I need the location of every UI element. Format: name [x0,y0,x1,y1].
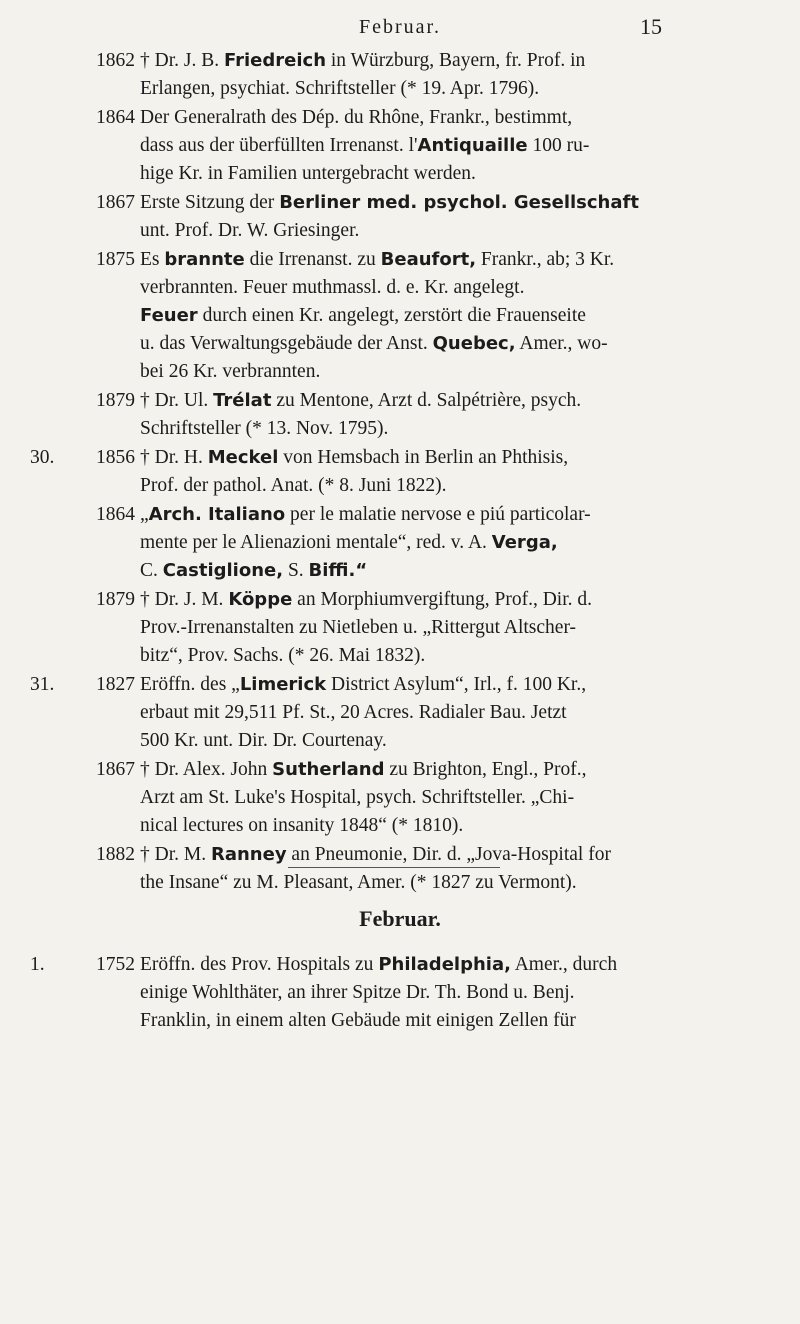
entry-text: „ [140,504,149,525]
entry-text: verbrannten. Feuer muthmassl. d. e. Kr. angelegt. [140,277,525,298]
entry-text: C. [140,560,163,581]
emphasized-name: Köppe [228,589,293,610]
entry-text: Franklin, in einem alten Gebäude mit einigen Zellen für [140,1010,576,1031]
entry-text: † Dr. H. [140,447,208,468]
entry-text: dass aus der überfüllten Irrenanst. l' [140,135,418,156]
emphasized-name: Quebec, [432,333,516,354]
entry-year: 1867 [96,192,135,213]
emphasized-name: brannte [164,249,245,270]
entry-line [140,586,730,614]
entry-year: 1864 [96,107,135,128]
entry-text: bei 26 Kr. verbrannten. [140,361,321,382]
entries-january [30,47,730,897]
entry-text: bitz“, Prov. Sachs. (* 26. Mai 1832). [140,645,426,666]
entry-text: von Hemsbach in Berlin an Phthisis, [278,447,569,468]
entry-year: 1827 [96,674,135,695]
entry-line [140,642,730,670]
entry-text: Eröffn. des Prov. Hospitals zu [140,954,379,975]
entry-text: erbaut mit 29,511 Pf. St., 20 Acres. Radialer Bau. Jetzt [140,702,567,723]
entry-year: 1879 [96,390,135,411]
chronicle-entry [30,586,730,670]
entry-text: the Insane“ zu M. Pleasant, Amer. (* 1827 zu Vermont). [140,872,577,893]
emphasized-name: Meckel [207,447,279,468]
chronicle-entry [30,841,730,897]
running-head-title: Februar. [358,16,442,38]
entry-line [140,784,730,812]
entry-text: † Dr. M. [140,844,211,865]
section-divider [288,867,500,868]
entry-text: Der Generalrath des Dép. du Rhône, Frankr., bestimmt, [140,107,573,128]
entry-line [140,979,730,1007]
entry-text: District Asylum“, Irl., f. 100 Kr., [326,674,587,695]
entry-year: 1879 [96,589,135,610]
entry-text: mente per le Alienazioni mentale“, red. v. A. [140,532,492,553]
chronicle-entry [30,671,730,755]
entry-text: S. [283,560,309,581]
entry-text: Schriftsteller (* 13. Nov. 1795). [140,418,389,439]
chronicle-entry [30,501,730,585]
entry-line [140,387,730,415]
emphasized-name: Berliner med. psychol. Gesellschaft [279,192,639,213]
entry-line [140,104,730,132]
entry-year: 1867 [96,759,135,780]
chronicle-entry [30,189,730,245]
entry-text: in Würzburg, Bayern, fr. Prof. in [326,50,586,71]
entries-february [30,951,730,1035]
entry-line [140,189,730,217]
entry-text: u. das Verwaltungsgebäude der Anst. [140,333,433,354]
entry-text: † Dr. J. B. [140,50,224,71]
emphasized-name: Arch. Italiano [148,504,286,525]
emphasized-name: Philadelphia, [378,954,511,975]
emphasized-name: Sutherland [272,759,385,780]
entry-line [140,841,730,869]
emphasized-name: Feuer [140,305,198,326]
entry-line [140,415,730,443]
entry-year: 1856 [96,447,135,468]
entry-text: per le malatie nervose e piú particolar- [285,504,591,525]
entry-day: 31. [30,674,55,695]
emphasized-name: Antiquaille [417,135,528,156]
entry-year: 1875 [96,249,135,270]
entry-text: Prof. der pathol. Anat. (* 8. Juni 1822). [140,475,447,496]
entry-year: 1864 [96,504,135,525]
entry-line [140,812,730,840]
entry-text: zu Mentone, Arzt d. Salpétrière, psych. [271,390,582,411]
chronicle-entry [30,951,730,1035]
page-number: 15 [640,14,662,39]
emphasized-name: Ranney [210,844,287,865]
emphasized-name: Castiglione, [162,560,284,581]
entry-line [140,1007,730,1035]
entry-text: † Dr. Ul. [140,390,214,411]
entry-text: zu Brighton, Engl., Prof., [384,759,587,780]
entry-text: an Pneumonie, Dir. d. „Jova-Hospital for [286,844,611,865]
entry-text: Es [140,249,165,270]
entry-line [140,529,730,557]
chronicle-entry [30,104,730,188]
entry-text: Frankr., ab; 3 Kr. [476,249,615,270]
entry-line [140,47,730,75]
emphasized-name: Beaufort, [380,249,477,270]
emphasized-name: Verga, [491,532,558,553]
entry-line [140,472,730,500]
entry-line [140,160,730,188]
entry-line [140,274,730,302]
entry-year: 1862 [96,50,135,71]
entry-line [140,217,730,245]
entry-line [140,132,730,160]
entry-line [140,358,730,386]
chronicle-entry [30,756,730,840]
entry-text: 500 Kr. unt. Dir. Dr. Courtenay. [140,730,387,751]
entry-text: † Dr. Alex. John [140,759,273,780]
entry-text: Erlangen, psychiat. Schriftsteller (* 19. Apr. 1796). [140,78,540,99]
entry-text: an Morphiumvergiftung, Prof., Dir. d. [292,589,592,610]
emphasized-name: Limerick [239,674,327,695]
emphasized-name: Friedreich [223,50,327,71]
entry-day: 30. [30,447,55,468]
emphasized-name: Trélat [213,390,272,411]
entry-line [140,444,730,472]
entry-text: Amer., wo- [515,333,608,354]
section-title: Februar. [359,906,441,931]
entry-line [140,75,730,103]
entry-text: nical lectures on insanity 1848“ (* 1810). [140,815,464,836]
entry-text: Eröffn. des „ [140,674,240,695]
entry-year: 1752 [96,954,135,975]
running-head [0,14,800,44]
entry-text: 100 ru- [527,135,590,156]
entry-text: einige Wohlthäter, an ihrer Spitze Dr. Th. Bond u. Benj. [140,982,575,1003]
entry-line [140,756,730,784]
entry-text: Prov.-Irrenanstalten zu Nietleben u. „Rittergut Altscher- [140,617,577,638]
chronicle-entry [30,47,730,103]
entry-line [140,869,730,897]
chronicle-entry [30,444,730,500]
entry-year: 1882 [96,844,135,865]
entry-line [140,951,730,979]
entry-line [140,501,730,529]
entry-line [140,302,730,330]
chronicle-entry [30,387,730,443]
entry-text: die Irrenanst. zu [244,249,381,270]
entry-line [140,671,730,699]
entry-line [140,699,730,727]
entry-line [140,557,730,585]
entry-text: unt. Prof. Dr. W. Griesinger. [140,220,360,241]
entry-text: † Dr. J. M. [140,589,229,610]
entry-day: 1. [30,954,45,975]
entry-text: Arzt am St. Luke's Hospital, psych. Schriftsteller. „Chi- [140,787,575,808]
entry-line [140,727,730,755]
emphasized-name: Biffi.“ [308,560,368,581]
entry-text: durch einen Kr. angelegt, zerstört die Frauenseite [197,305,586,326]
entry-text: Erste Sitzung der [140,192,280,213]
entry-line [140,246,730,274]
chronicle-entry [30,246,730,386]
entry-text: hige Kr. in Familien untergebracht werden. [140,163,476,184]
entry-text: Amer., durch [510,954,618,975]
entry-line [140,614,730,642]
entry-line [140,330,730,358]
